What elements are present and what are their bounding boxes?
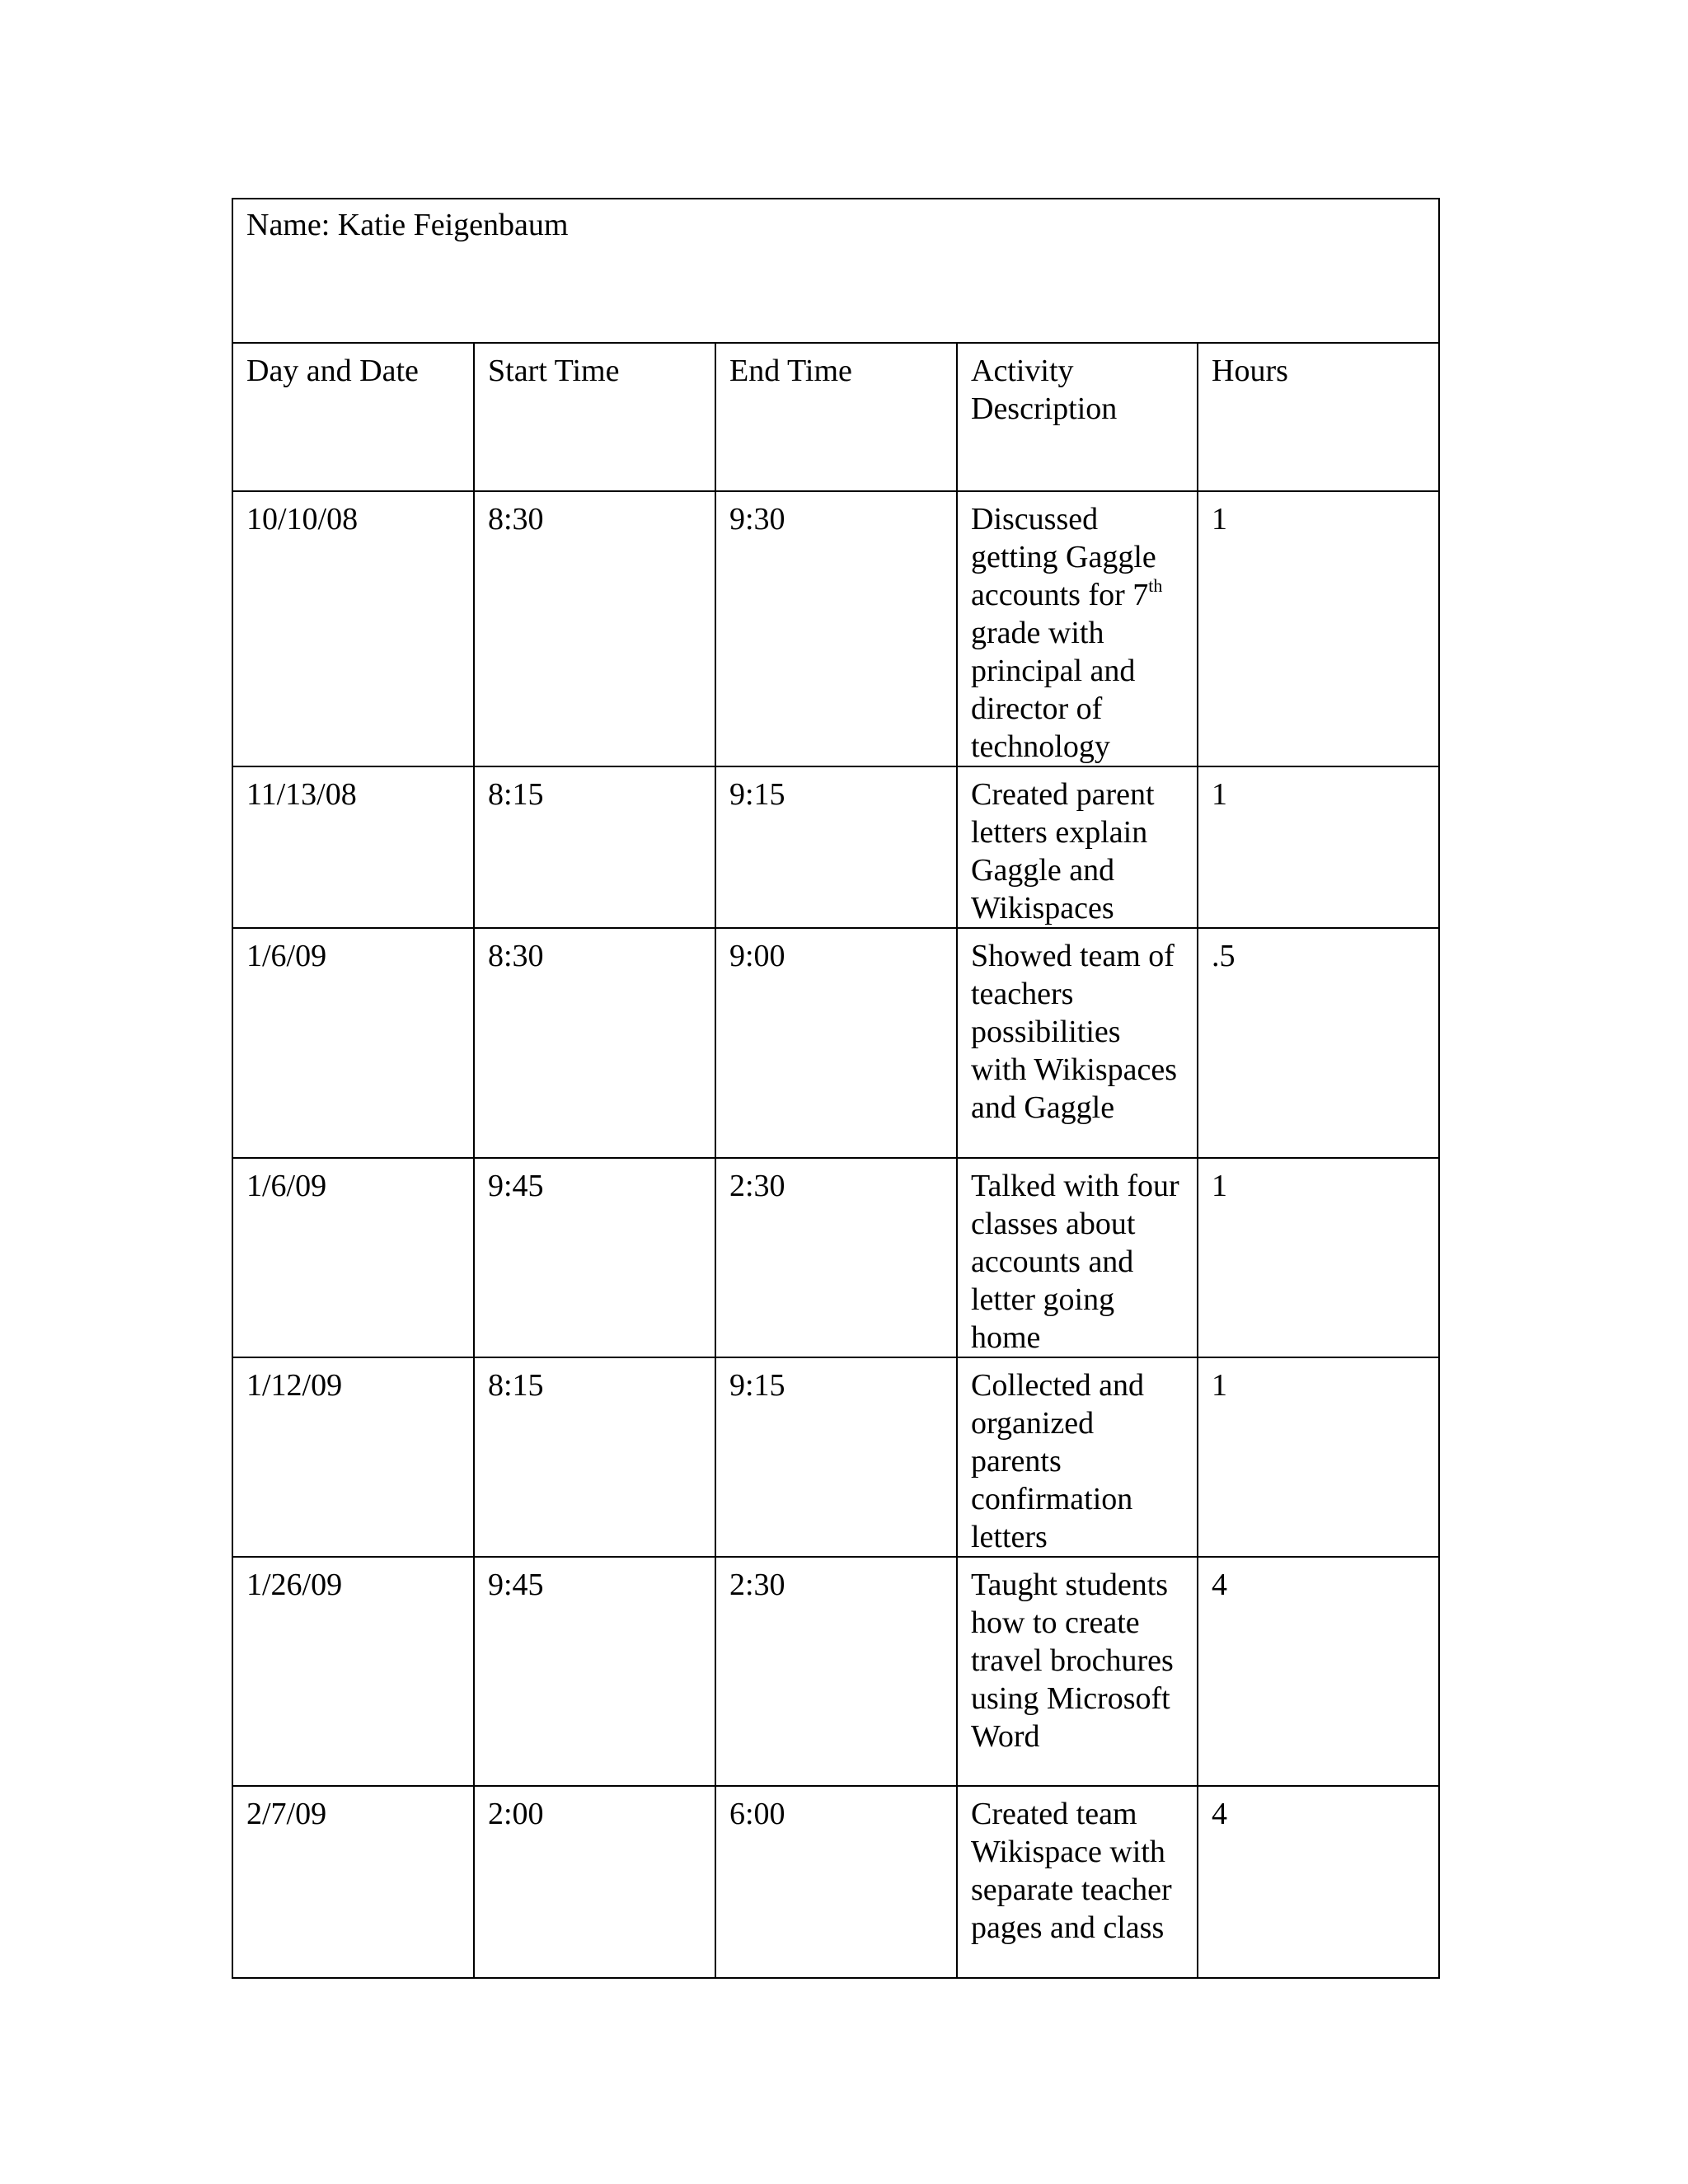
column-header-start-time: Start Time <box>474 343 715 491</box>
activity-description-cell <box>957 1357 1198 1557</box>
activity-description-cell <box>957 928 1198 1158</box>
hours-cell: 1 <box>1198 766 1439 928</box>
description-text: Talked with four classes about accounts and letter going home <box>971 1169 1179 1355</box>
activity-description-cell <box>957 491 1198 766</box>
name-row <box>232 199 1439 343</box>
end-time-cell: 9:00 <box>715 928 957 1158</box>
end-time-cell: 2:30 <box>715 1158 957 1357</box>
description-text: Collected and organized parents confirmation letters <box>971 1368 1144 1554</box>
date-cell: 2/7/09 <box>232 1786 474 1978</box>
table-row <box>232 928 1439 1158</box>
end-time-cell: 2:30 <box>715 1557 957 1786</box>
table-row <box>232 1158 1439 1357</box>
description-text-continued: grade with principal and director of technology <box>971 616 1136 764</box>
date-cell: 1/12/09 <box>232 1357 474 1557</box>
column-header-date: Day and Date <box>232 343 474 491</box>
end-time-cell: 9:15 <box>715 1357 957 1557</box>
end-time-cell: 6:00 <box>715 1786 957 1978</box>
start-time-cell: 8:15 <box>474 766 715 928</box>
date-cell: 1/26/09 <box>232 1557 474 1786</box>
table-row <box>232 766 1439 928</box>
table-row <box>232 1357 1439 1557</box>
date-cell: 1/6/09 <box>232 928 474 1158</box>
table-row <box>232 491 1439 766</box>
start-time-cell: 8:15 <box>474 1357 715 1557</box>
date-cell: 10/10/08 <box>232 491 474 766</box>
hours-cell: 4 <box>1198 1786 1439 1978</box>
start-time-cell: 8:30 <box>474 928 715 1158</box>
header-row <box>232 343 1439 491</box>
date-cell: 11/13/08 <box>232 766 474 928</box>
date-cell: 1/6/09 <box>232 1158 474 1357</box>
start-time-cell: 9:45 <box>474 1158 715 1357</box>
column-header-hours: Hours <box>1198 343 1439 491</box>
description-superscript: th <box>1148 575 1163 596</box>
activity-description-cell <box>957 1158 1198 1357</box>
start-time-cell: 9:45 <box>474 1557 715 1786</box>
description-text: Taught students how to create travel brochures using Microsoft Word <box>971 1568 1174 1754</box>
hours-cell: 4 <box>1198 1557 1439 1786</box>
description-text: Created parent letters explain Gaggle and Wikispaces <box>971 777 1155 926</box>
column-header-activity-description: Activity Description <box>957 343 1198 491</box>
description-text: Showed team of teachers possibilities with Wikispaces and Gaggle <box>971 939 1178 1125</box>
description-text: Created team Wikispace with separate teacher pages and class <box>971 1797 1172 1945</box>
activity-description-cell <box>957 1557 1198 1786</box>
name-field: Name: Katie Feigenbaum <box>232 199 1439 343</box>
hours-cell: .5 <box>1198 928 1439 1158</box>
hours-cell: 1 <box>1198 1357 1439 1557</box>
hours-cell: 1 <box>1198 491 1439 766</box>
table-row <box>232 1786 1439 1978</box>
activity-log-table <box>232 198 1440 1979</box>
table-row <box>232 1557 1439 1786</box>
end-time-cell: 9:15 <box>715 766 957 928</box>
activity-description-cell <box>957 1786 1198 1978</box>
activity-description-cell <box>957 766 1198 928</box>
column-header-end-time: End Time <box>715 343 957 491</box>
end-time-cell: 9:30 <box>715 491 957 766</box>
start-time-cell: 8:30 <box>474 491 715 766</box>
start-time-cell: 2:00 <box>474 1786 715 1978</box>
description-text: Discussed getting Gaggle accounts for 7 <box>971 502 1156 612</box>
hours-cell: 1 <box>1198 1158 1439 1357</box>
